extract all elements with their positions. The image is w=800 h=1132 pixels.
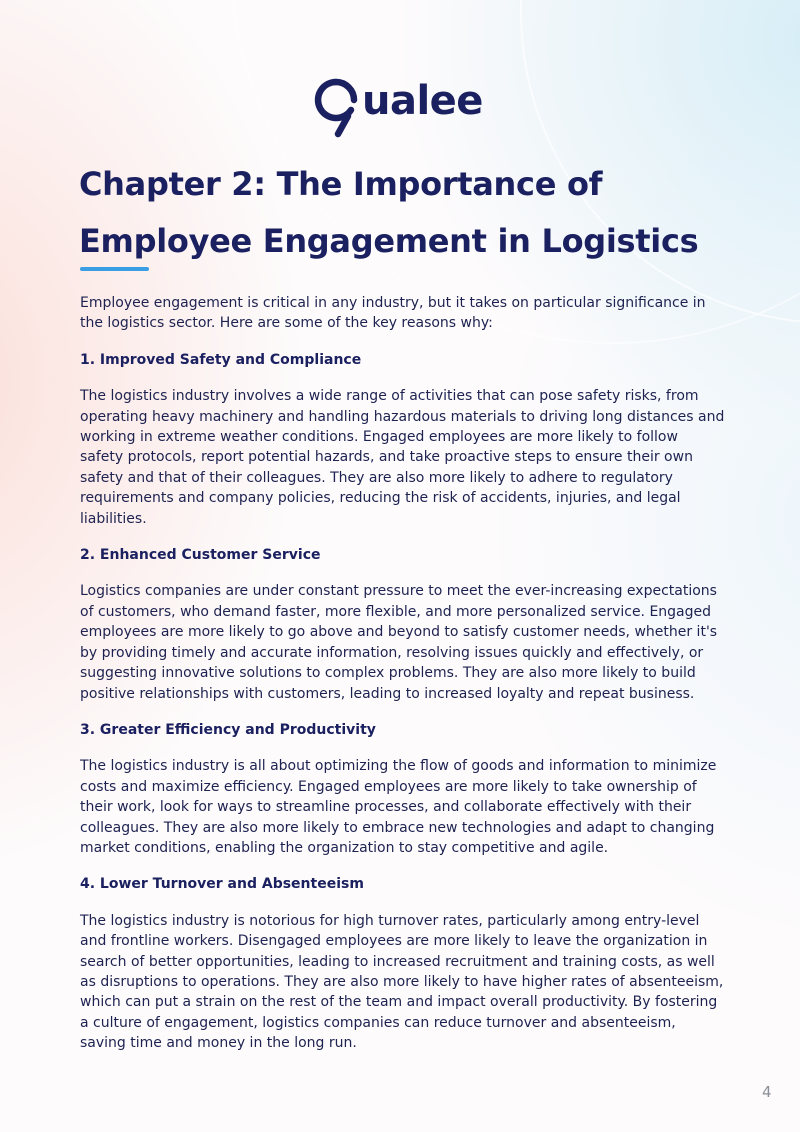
chapter-title-line-1: Chapter 2: The Importance of <box>79 165 603 203</box>
intro-paragraph: Employee engagement is critical in any industry, but it takes on particular significance in the logistics sector. Here are some of the key reasons why: <box>80 295 706 332</box>
logo-q-mark-icon <box>312 76 360 140</box>
section-heading-safety: 1. Improved Safety and Compliance <box>80 351 362 368</box>
section-body-efficiency: The logistics industry is all about optimizing the flow of goods and information to minimize costs and maximize efficiency. Engaged employees are more likely to take ownership of their work, look for ways to streamline processes, and collaborate effectively with their colleagues. They are also more likely to embrace new technologies and adapt to changing market conditions, enabling the organization to stay competitive and agile. <box>80 758 717 856</box>
chapter-title-line-2: Employee Engagement in Logistics <box>79 222 699 260</box>
brand-logo <box>312 76 492 146</box>
section-heading-turnover: 4. Lower Turnover and Absenteeism <box>80 876 364 893</box>
section-body-customer-service: Logistics companies are under constant pressure to meet the ever-increasing expectations of customers, who demand faster, more flexible, and more personalized service. Engaged employees are more likely to go above and beyond to satisfy customer needs, whether it's by providing timely and accurate information, resolving issues quickly and effectively, or suggesting innovative solutions to complex problems. They are also more likely to build positive relationships with customers, leading to increased loyalty and repeat business. <box>80 583 718 702</box>
logo-wordmark: ualee <box>362 78 483 124</box>
section-body-safety: The logistics industry involves a wide range of activities that can pose safety risks, from operating heavy machinery and handling hazardous materials to driving long distances and working in extreme weather conditions. Engaged employees are more likely to follow safety protocols, report potential hazards, and take proactive steps to ensure their own safety and that of their colleagues. They are also more likely to adhere to regulatory requirements and company policies, reducing the risk of accidents, injuries, and legal liabilities. <box>80 388 725 527</box>
chapter-title <box>79 156 739 270</box>
section-heading-customer-service: 2. Enhanced Customer Service <box>80 547 321 564</box>
title-underline <box>80 267 149 271</box>
section-body-turnover: The logistics industry is notorious for high turnover rates, particularly among entry-level and frontline workers. Disengaged employees are more likely to leave the organization in search of better opportunities, leading to increased recruitment and training costs, as well as disruptions to operations. They are also more likely to have higher rates of absenteeism, which can put a strain on the rest of the team and impact overall productivity. By fostering a culture of engagement, logistics companies can reduce turnover and absenteeism, saving time and money in the long run. <box>80 912 724 1052</box>
section-heading-efficiency: 3. Greater Efficiency and Productivity <box>80 721 376 738</box>
chapter-body <box>80 293 725 1070</box>
page-number: 4 <box>762 1083 772 1101</box>
